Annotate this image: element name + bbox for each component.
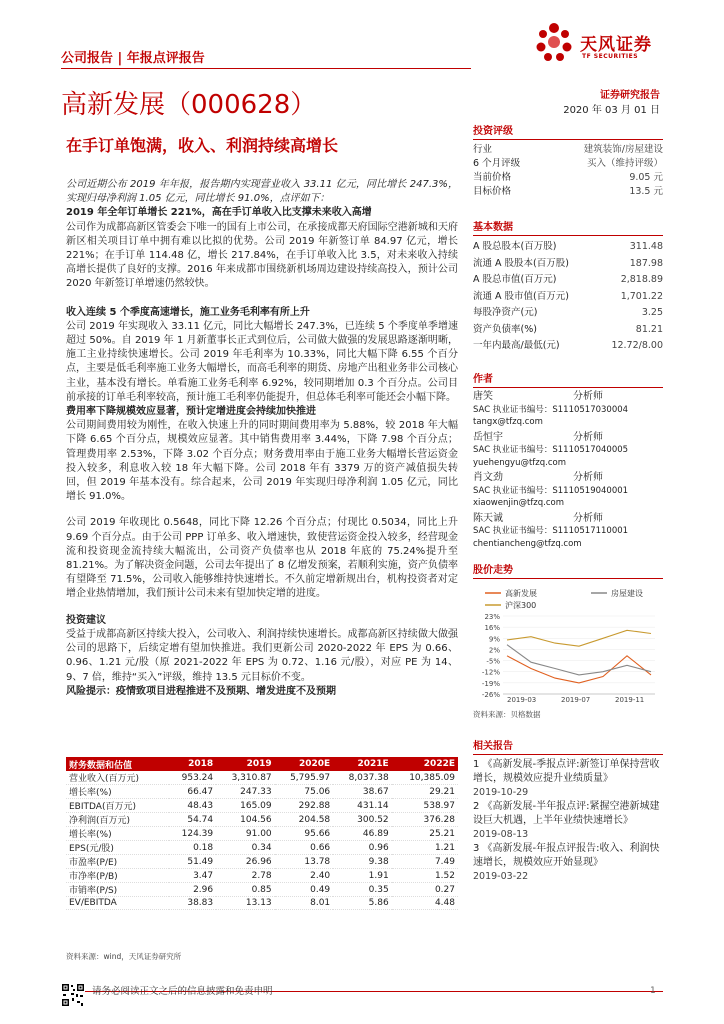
intro-paragraph: 公司近期公布 2019 年年报，报告期内实现营业收入 33.11 亿元，同比增长 247.3%，实现归母净利润 1.05 亿元，同比增长 91.0%，点评如下： [66,179,458,205]
author-email[interactable]: chentiancheng@tfzq.com [473,538,582,549]
header-divider [61,68,471,69]
fin-cell: 9.38 [333,855,392,869]
author-cert: SAC 执业证书编号：S1110517030004 [473,404,629,415]
y-tick-label: -26% [481,691,500,699]
basic-key: 一年内最高/最低(元) [473,340,560,351]
headline: 在手订单饱满，收入、利润持续高增长 [66,136,339,155]
risk-title: 风险提示： [66,685,116,697]
y-tick-label: 16% [484,624,500,633]
fin-cell: 247.33 [216,785,275,799]
company-title: 高新发展（000628） [61,90,317,120]
logo-cn: 天风证券 [580,35,652,55]
rating-value: 9.05 元 [629,172,663,183]
rating-head: 投资评级 [473,122,663,140]
report-label: 证券研究报告 [600,90,660,101]
author-cert: SAC 执业证书编号：S1110519040001 [473,485,629,496]
fin-header-cell: 2021E [333,757,392,771]
author-email[interactable]: xiaowenjin@tfzq.com [473,498,565,508]
y-tick-label: -5% [486,657,500,666]
rating-key: 行业 [473,144,493,155]
fin-cell: 8.01 [275,897,334,910]
author-role: 分析师 [573,391,603,402]
paragraph-orders: 公司作为成都高新区管委会下唯一的国有上市公司，在承接成都天府国际空港新城和天府新区相关项目订单中拥有难以比拟的优势。公司 2019 年新签订单 84.97 亿元，增长 221%；在手订单 114.48 亿，增长 217.84%，在手订单收入比 3.5，对未来收入持续高增长提供了良好的支撑。2016 年来成都市围绕新机场周边建设持续高投入，预计公司 2020 年新签订单增速仍然较快。 [66,221,458,290]
fin-cell: 376.28 [392,813,458,827]
fin-cell: 48.43 [169,799,216,813]
y-tick-label: 9% [488,635,500,644]
financial-table [66,757,458,910]
qr-code-icon [61,983,85,1007]
author-name: 唐笑 [473,391,493,402]
table-row [66,771,458,785]
author-email[interactable]: tangx@tfzq.com [473,417,543,427]
fin-cell: 124.39 [169,827,216,841]
report-date: 2020 年 03 月 01 日 [563,105,660,116]
legend-label: 沪深300 [505,601,537,610]
basic-row [473,239,663,256]
fin-cell: 增长率(%) [66,785,169,799]
author-name-row [473,472,603,485]
x-tick-label: 2019-11 [615,696,645,704]
footer-disclaimer: 请务必阅读正文之后的信息披露和免责申明 [92,986,273,997]
fin-cell: 1.91 [333,869,392,883]
rating-key: 当前价格 [473,172,512,183]
section-title-orders: 2019 年全年订单增长 221%，高在手订单收入比支撑未来收入高增 [66,207,372,219]
fin-cell: 91.00 [216,827,275,841]
chart-source: 资料来源：贝格数据 [473,710,541,719]
rating-row [473,171,663,185]
table-row [66,827,458,841]
fin-header-cell: 2019 [216,757,275,771]
paragraph-cashflow: 公司 2019 年收现比 0.5648，同比下降 12.26 个百分点；付现比 0.5034，同比上升 9.69 个百分点。由于公司 PPP 订单多、收入增速快，致使营运资金投入较多，经营现金流和投资现金流持续大幅流出，公司资产负债率也从 2018 年底的 75.24%提升至 81.21%。为了解决资金问题，公司去年提出了 8 亿增发预案，若顺利实施，资产负债率有望降至 71.5%，公司收入能够维持快速增长。不久前定增新规出台，机构投资者对定增企业热情增加，我们预计公司未来有望加快定增的进度。 [66,517,458,600]
fin-cell: 4.48 [392,897,458,910]
basic-row [473,305,663,322]
fin-cell: 0.27 [392,883,458,897]
table-row [66,897,458,910]
legend-label: 高新发展 [505,589,537,598]
basic-value: 311.48 [629,241,663,252]
rating-panel [473,122,663,199]
fin-table-header [66,757,458,771]
fin-header-cell: 2018 [169,757,216,771]
fin-cell: 25.21 [392,827,458,841]
basic-data-panel [473,218,663,355]
author-cert: SAC 执业证书编号：S1110517110001 [473,526,629,536]
author-entry [473,432,663,470]
fin-cell: 300.52 [333,813,392,827]
x-tick-label: 2019-03 [507,696,537,704]
fin-cell: 增长率(%) [66,827,169,841]
fin-cell: 431.14 [333,799,392,813]
fin-cell: 净利润(百万元) [66,813,169,827]
fin-cell: 104.56 [216,813,275,827]
y-tick-label: 23% [484,613,500,621]
rating-row [473,157,663,171]
stock-chart-panel [473,561,663,720]
basic-key: 流通 A 股股本(百万股) [473,257,569,269]
page-number: 1 [650,986,656,996]
related-head: 相关报告 [473,737,663,755]
fin-cell: 1.21 [392,841,458,855]
table-row [66,785,458,799]
author-role: 分析师 [573,472,603,483]
fin-cell: 538.97 [392,799,458,813]
fin-cell: 54.74 [169,813,216,827]
related-report-link[interactable]: 1 《高新发展-季报点评:新签订单保持营收增长，规模效应提升业绩质量》 [473,759,660,784]
basic-value: 12.72/8.00 [611,340,663,351]
author-email[interactable]: yuehengyu@tfzq.com [473,457,567,468]
fin-cell: 13.13 [216,897,275,910]
fin-cell: 5.86 [333,897,392,910]
paragraph-invest: 受益于成都高新区持续大投入，公司收入、利润持续快速增长。成都高新区持续做大做强公司的思路下，后续定增有望加快推进。我们更新公司 2020-2022 年 EPS 为 0.66、0.96、1.21 元/股（原 2021-2022 年 EPS 为 0.72、1.16 元/股），对应 PE 为 14、9、7 倍，维持“买入”评级，维持 13.5 元目标价不变。 [66,628,458,683]
fin-cell: 市盈率(P/E) [66,855,169,869]
section-title-invest: 投资建议 [66,614,106,626]
fin-cell: 75.06 [275,785,334,799]
related-report-link[interactable]: 3 《高新发展-年报点评报告:收入、利润快速增长，规模效应开始显现》 [473,843,660,868]
fin-cell: 204.58 [275,813,334,827]
fin-cell: 1.52 [392,869,458,883]
table-row [66,869,458,883]
related-report-date: 2019-03-22 [473,871,529,882]
stock-chart-head: 股价走势 [473,561,663,579]
fin-cell: 0.49 [275,883,334,897]
basic-row [473,338,663,355]
fin-cell: 46.89 [333,827,392,841]
fin-cell: 3,310.87 [216,771,275,785]
fin-cell: 市净率(P/B) [66,869,169,883]
basic-key: 资产负债率(%) [473,323,537,335]
fin-cell: 292.88 [275,799,334,813]
fin-cell: 市销率(P/S) [66,883,169,897]
fin-header-cell: 2020E [275,757,334,771]
fin-cell: 10,385.09 [392,771,458,785]
author-entry [473,513,663,551]
table-row [66,799,458,813]
report-category: 公司报告 | 年报点评报告 [61,51,205,66]
fin-cell: 26.96 [216,855,275,869]
paragraph-revenue: 公司 2019 年实现收入 33.11 亿元，同比大幅增长 247.3%，已连续 5 个季度单季增速超过 50%。自 2019 年 1 月新董事长正式到位后，公司做大做强的发展思路逐渐明晰，施工主业持续快速增长。公司 2019 年毛利率为 10.33%，同比大幅下降 6.55 个百分点，主要是低毛利率施工业务大幅增长，而高毛利率的期货、房地产出租业务非公司核心主业，基本没有增长。单看施工业务毛利率 6.92%，较同期增加 0.3 个百分点。公司目前承接的订单毛利率较高，预计施工毛利率仍能提升，但总体毛利率可能还会小幅下降。 [66,320,458,403]
fin-cell: 29.21 [392,785,458,799]
fin-cell: 51.49 [169,855,216,869]
author-name-row [473,513,603,526]
author-name-row [473,432,603,445]
authors-panel [473,370,663,553]
rating-value: 13.5 元 [629,186,663,197]
fin-cell: 2.40 [275,869,334,883]
risk-text: 疫情致项目进程推进不及预期、增发进度不及预期 [116,685,336,697]
y-tick-label: -19% [481,679,500,688]
y-tick-label: -12% [481,668,500,677]
basic-value: 2,818.89 [620,274,663,285]
x-tick-label: 2019-07 [561,696,591,704]
fin-cell: 0.34 [216,841,275,855]
authors-head: 作者 [473,370,663,388]
author-name: 陈天诚 [473,512,503,524]
fin-cell: 95.66 [275,827,334,841]
fin-header-cell: 2022E [392,757,458,771]
basic-key: 每股净资产(元) [473,307,538,318]
table-row [66,813,458,827]
fin-cell: 2.96 [169,883,216,897]
fin-cell: 13.78 [275,855,334,869]
paragraph-expense: 公司期间费用较为刚性，在收入快速上升的同时期间费用率为 5.88%，较 2018 年大幅下降 6.65 个百分点，规模效应显著。其中销售费用率 3.44%，下降 7.98 个百分点；管理费用率 2.53%，下降 3.02 个百分点；财务费用率由于施工业务大幅增长营运资金投入较多，利息收入较 18 年大幅下降。公司 2018 年有 3379 万的资产减值损失转回，但 2019 年基本没有。综合起来，公司 2019 年实现归母净利润 1.05 亿元，同比增长 91.0%。 [66,420,458,503]
basic-head: 基本数据 [473,218,663,236]
fin-cell: 38.67 [333,785,392,799]
basic-row [473,289,663,306]
rating-row [473,185,663,199]
table-source: 资料来源：wind，天风证券研究所 [66,952,182,961]
related-report-link[interactable]: 2 《高新发展-半年报点评:紧握空港新城建设巨大机遇，上半年业绩快速增长》 [473,801,660,826]
tf-logo [532,20,672,68]
author-role: 分析师 [573,431,603,443]
basic-row [473,322,663,339]
basic-row [473,256,663,273]
author-role: 分析师 [573,512,603,524]
stock-price-chart [473,582,663,704]
body-text [66,178,458,699]
author-entry [473,472,663,510]
y-tick-label: 2% [488,646,500,655]
rating-key: 6 个月评级 [473,158,521,169]
fin-cell: 8,037.38 [333,771,392,785]
fin-cell: 38.83 [169,897,216,910]
fin-cell: 953.24 [169,771,216,785]
basic-row [473,272,663,289]
basic-value: 187.98 [629,257,663,269]
fin-header-cell: 财务数据和估值 [66,757,169,771]
basic-key: A 股总股本(百万股) [473,241,557,252]
rating-row [473,143,663,157]
basic-key: 流通 A 股市值(百万元) [473,290,569,302]
fin-cell: EPS(元/股) [66,841,169,855]
section-title-revenue: 收入连续 5 个季度高速增长，施工业务毛利率有所上升 [66,306,310,318]
author-cert: SAC 执业证书编号：S1110517040005 [473,445,629,455]
fin-cell: 5,795.97 [275,771,334,785]
fin-cell: 66.47 [169,785,216,799]
fin-cell: EV/EBITDA [66,897,169,910]
basic-value: 81.21 [635,323,663,335]
basic-value: 1,701.22 [620,290,663,302]
logo-flower-icon [532,20,576,66]
fin-cell: 0.85 [216,883,275,897]
fin-cell: EBITDA(百万元) [66,799,169,813]
fin-cell: 0.96 [333,841,392,855]
rating-key: 目标价格 [473,186,512,197]
section-title-expense: 费用率下降规模效应显著，预计定增进度会持续加快推进 [66,406,316,418]
fin-cell: 3.47 [169,869,216,883]
basic-key: A 股总市值(百万元) [473,274,557,285]
author-name-row [473,391,603,404]
logo-en: TF SECURITIES [582,53,639,60]
author-name: 岳恒宇 [473,431,503,443]
fin-cell: 0.66 [275,841,334,855]
fin-cell: 165.09 [216,799,275,813]
author-name: 肖文劲 [473,472,503,483]
related-report-date: 2019-10-29 [473,787,529,798]
fin-cell: 0.35 [333,883,392,897]
table-row [66,855,458,869]
table-row [66,883,458,897]
fin-cell: 0.18 [169,841,216,855]
fin-cell: 营业收入(百万元) [66,771,169,785]
rating-value: 买入（维持评级） [586,158,663,169]
legend-label: 房屋建设 [611,589,643,598]
author-entry [473,391,663,429]
table-row [66,841,458,855]
rating-value: 建筑装饰/房屋建设 [583,144,663,155]
fin-cell: 2.78 [216,869,275,883]
basic-value: 3.25 [641,307,663,318]
related-report-date: 2019-08-13 [473,829,529,840]
related-panel [473,737,663,884]
fin-cell: 7.49 [392,855,458,869]
